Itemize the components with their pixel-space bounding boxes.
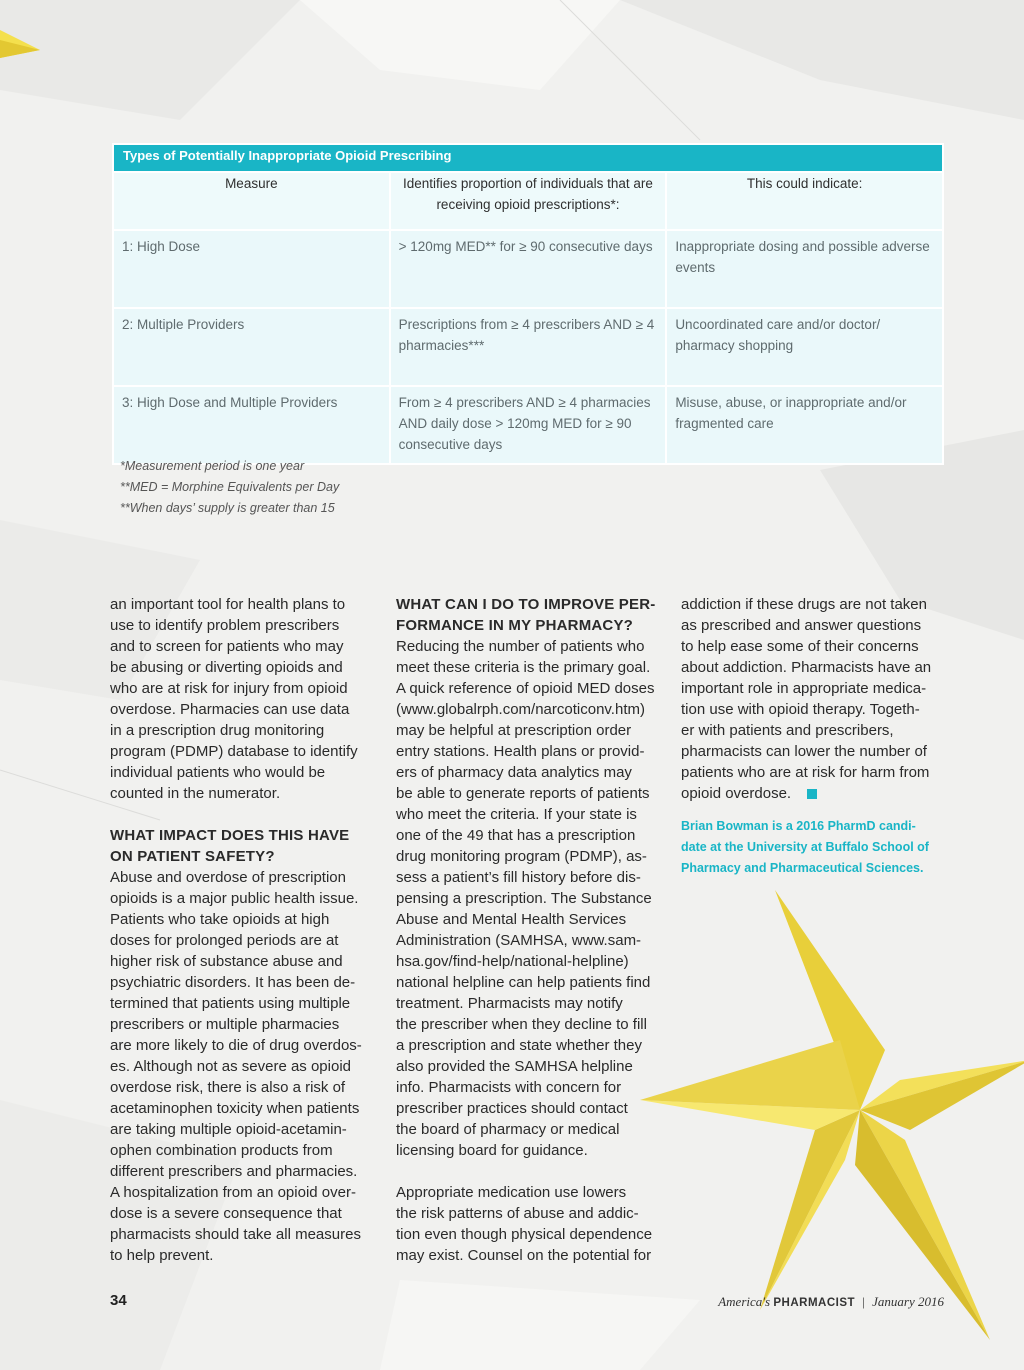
text-line: the board of pharmacy or medical (396, 1121, 620, 1138)
header-indicates: This could indicate: (666, 172, 943, 230)
text-line: WHAT CAN I DO TO IMPROVE PER- (396, 596, 656, 613)
text-line: Abuse and Mental Health Services (396, 911, 627, 928)
col1-intro (110, 594, 378, 804)
text-line: A quick reference of opioid MED doses (396, 680, 655, 697)
text-line: licensing board for guidance. (396, 1142, 588, 1159)
text-line: ers of pharmacy data analytics may (396, 764, 632, 781)
text-line: psychiatric disorders. It has been de- (110, 974, 356, 991)
author-bio (681, 816, 947, 879)
text-line: Pharmacy and Pharmaceutical Sciences. (681, 861, 924, 875)
running-footer (718, 1294, 944, 1310)
article-column-2 (396, 594, 664, 1266)
article-column-1 (110, 594, 378, 1266)
article-column-3 (681, 594, 947, 879)
table-cell: Prescriptions from ≥ 4 prescribers AND ≥ 4 pharmacies*** (390, 308, 667, 386)
text-line: as prescribed and answer questions (681, 617, 922, 634)
text-line: counted in the numerator. (110, 785, 281, 802)
table-cell: Uncoordinated care and/or doctor/ pharmacy shopping (666, 308, 943, 386)
text-line: drug monitoring program (PDMP), as- (396, 848, 647, 865)
text-line: one of the 49 that has a prescription (396, 827, 636, 844)
text-line: may exist. Counsel on the potential for (396, 1247, 652, 1264)
text-line: entry stations. Health plans or provid- (396, 743, 645, 760)
text-line: meet these criteria is the primary goal. (396, 659, 651, 676)
text-line: WHAT IMPACT DOES THIS HAVE (110, 827, 350, 844)
opioid-prescribing-table (112, 143, 944, 465)
text-line: termined that patients using multiple (110, 995, 351, 1012)
text-line: Administration (SAMHSA, www.sam- (396, 932, 642, 949)
text-line: overdose. Pharmacies can use data (110, 701, 350, 718)
text-line: hsa.gov/find-help/national-helpline) (396, 953, 629, 970)
header-measure: Measure (113, 172, 390, 230)
text-line: about addiction. Pharmacists have an (681, 659, 932, 676)
col1-body (110, 867, 378, 1266)
text-line: (www.globalrph.com/narcoticonv.htm) (396, 701, 645, 718)
text-line: date at the University at Buffalo School of (681, 840, 929, 854)
table-cell: 1: High Dose (113, 230, 390, 308)
text-line: patients who are at risk for harm from (681, 764, 930, 781)
col2-body (396, 636, 664, 1161)
text-line: tion even though physical dependence (396, 1226, 653, 1243)
text-line: in a prescription drug monitoring (110, 722, 325, 739)
text-line: Patients who take opioids at high (110, 911, 330, 928)
text-line: different prescribers and pharmacies. (110, 1163, 358, 1180)
publication-name-bold: PHARMACIST (773, 1297, 856, 1309)
text-line: pharmacists can lower the number of (681, 743, 927, 760)
publication-name-italic: America's (718, 1294, 771, 1309)
text-line: also provided the SAMHSA helpline (396, 1058, 633, 1075)
table-cell: Misuse, abuse, or inappropriate and/or fragmented care (666, 386, 943, 464)
text-line: info. Pharmacists with concern for (396, 1079, 622, 1096)
text-line: er with patients and prescribers, (681, 722, 894, 739)
text-line: addiction if these drugs are not taken (681, 596, 927, 613)
text-line: individual patients who would be (110, 764, 326, 781)
text-line: and to screen for patients who may (110, 638, 344, 655)
text-line: an important tool for health plans to (110, 596, 346, 613)
text-line: opioids is a major public health issue. (110, 890, 359, 907)
text-line: use to identify problem prescribers (110, 617, 340, 634)
text-line: doses for prolonged periods are at (110, 932, 339, 949)
text-line: sess a patient’s fill history before dis- (396, 869, 641, 886)
table-row (113, 230, 943, 308)
text-line: the risk patterns of abuse and addic- (396, 1205, 639, 1222)
text-line: pensing a prescription. The Substance (396, 890, 652, 907)
table-cell: 3: High Dose and Multiple Providers (113, 386, 390, 464)
text-line: prescribers or multiple pharmacies (110, 1016, 340, 1033)
text-line: are more likely to die of drug overdos- (110, 1037, 362, 1054)
text-line: the prescriber when they decline to fill (396, 1016, 647, 1033)
text-line: Brian Bowman is a 2016 PharmD candi- (681, 819, 916, 833)
text-line: A hospitalization from an opioid over- (110, 1184, 356, 1201)
text-line: who meet the criteria. If your state is (396, 806, 637, 823)
table-cell: Inappropriate dosing and possible adverse events (666, 230, 943, 308)
table-cell: 2: Multiple Providers (113, 308, 390, 386)
text-line: may be helpful at prescription order (396, 722, 632, 739)
text-line: to help ease some of their concerns (681, 638, 919, 655)
text-line: who are at risk for injury from opioid (110, 680, 348, 697)
col1-heading (110, 825, 378, 867)
table-cell: From ≥ 4 prescribers AND ≥ 4 pharmacies AND daily dose > 120mg MED for ≥ 90 consecutive days (390, 386, 667, 464)
text-line: program (PDMP) database to identify (110, 743, 358, 760)
footnote: **When days’ supply is greater than 15 (120, 501, 335, 515)
footnote: **MED = Morphine Equivalents per Day (120, 480, 340, 494)
text-line: ophen combination products from (110, 1142, 333, 1159)
footer-separator: | (862, 1294, 865, 1309)
page-number: 34 (110, 1292, 127, 1309)
text-line: ON PATIENT SAFETY? (110, 848, 275, 865)
col3-body (681, 594, 947, 804)
text-line: Reducing the number of patients who (396, 638, 645, 655)
text-line: Appropriate medication use lowers (396, 1184, 627, 1201)
text-line: important role in appropriate medica- (681, 680, 927, 697)
text-line: be able to generate reports of patients (396, 785, 650, 802)
text-line: Abuse and overdose of prescription (110, 869, 346, 886)
header-identifies: Identifies proportion of individuals that are receiving opioid prescriptions*: (390, 172, 667, 230)
text-line: tion use with opioid therapy. Togeth- (681, 701, 920, 718)
end-mark-icon (807, 789, 817, 799)
table-footnotes (120, 456, 339, 519)
text-line: dose is a severe consequence that (110, 1205, 342, 1222)
paper-star-small (0, 10, 60, 70)
col2-heading (396, 594, 664, 636)
issue-date: January 2016 (872, 1294, 944, 1309)
paper-star-large (640, 860, 1024, 1360)
text-line: FORMANCE IN MY PHARMACY? (396, 617, 634, 634)
footnote: *Measurement period is one year (120, 459, 305, 473)
table-row (113, 308, 943, 386)
text-line: es. Although not as severe as opioid (110, 1058, 351, 1075)
text-line: national helpline can help patients find (396, 974, 651, 991)
text-line: prescriber practices should contact (396, 1100, 628, 1117)
text-line: a prescription and state whether they (396, 1037, 642, 1054)
text-line: to help prevent. (110, 1247, 214, 1264)
text-line: treatment. Pharmacists may notify (396, 995, 623, 1012)
table-row (113, 386, 943, 464)
table-title: Types of Potentially Inappropriate Opioid Prescribing (113, 144, 943, 172)
table-cell: > 120mg MED** for ≥ 90 consecutive days (390, 230, 667, 308)
text-line: opioid overdose. (681, 783, 947, 804)
text-line: pharmacists should take all measures (110, 1226, 361, 1243)
text-line: be abusing or diverting opioids and (110, 659, 343, 676)
text-line: are taking multiple opioid-acetamin- (110, 1121, 347, 1138)
text-line: higher risk of substance abuse and (110, 953, 343, 970)
table-header-row (113, 172, 943, 230)
col2-body-continued (396, 1182, 664, 1266)
text-line: acetaminophen toxicity when patients (110, 1100, 360, 1117)
text-line: overdose risk, there is also a risk of (110, 1079, 346, 1096)
